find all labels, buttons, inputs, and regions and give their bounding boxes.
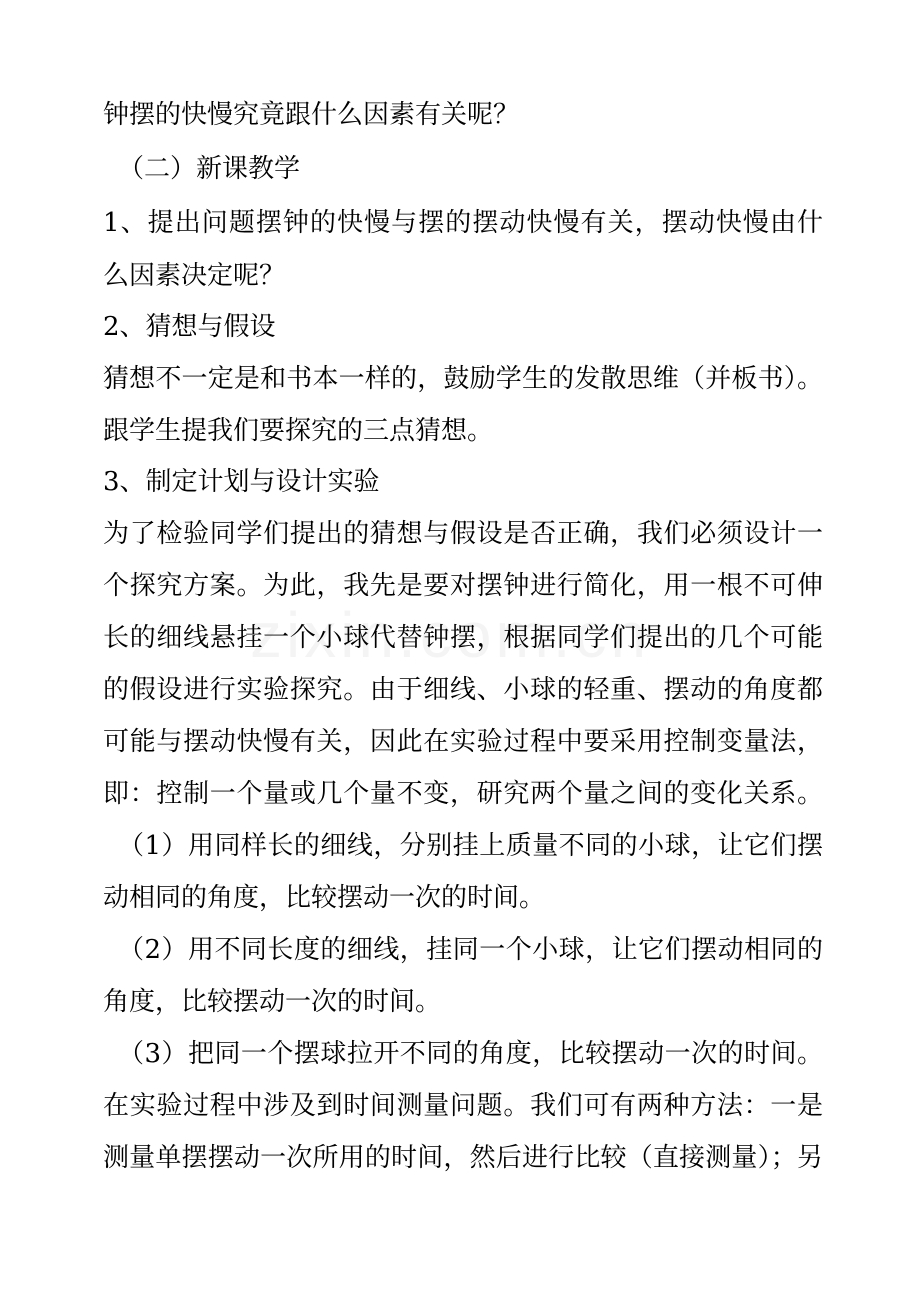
step-heading-plan: 3、制定计划与设计实验 [103, 467, 380, 497]
paragraph-line-11: 长的细线悬挂一个小球代替钟摆，根据同学们提出的几个可能 [103, 623, 823, 653]
paragraph-line-13: 可能与摆动快慢有关，因此在实验过程中要采用控制变量法， [103, 727, 823, 757]
paragraph-line-20: 在实验过程中涉及到时间测量问题。我们可有两种方法：一是 [103, 1091, 823, 1121]
paragraph-line-3: 1、提出问题摆钟的快慢与摆的摆动快慢有关，摆动快慢由什 [103, 208, 823, 238]
list-item-1-line-2: 动相同的角度，比较摆动一次的时间。 [103, 883, 546, 913]
paragraph-line-9: 为了检验同学们提出的猜想与假设是否正确，我们必须设计一 [103, 519, 823, 549]
list-item-2-line-1: （2）用不同长度的细线，挂同一个小球，让它们摆动相同的 [118, 935, 823, 965]
paragraph-line-21: 测量单摆摆动一次所用的时间，然后进行比较（直接测量）；另 [103, 1143, 823, 1173]
section-heading-new-lesson: （二）新课教学 [118, 154, 301, 184]
paragraph-line-7: 跟学生提我们要探究的三点猜想。 [103, 416, 494, 446]
step-heading-hypothesis: 2、猜想与假设 [103, 312, 276, 342]
paragraph-line-10: 个探究方案。为此，我先是要对摆钟进行简化，用一根不可伸 [103, 571, 823, 601]
paragraph-line-12: 的假设进行实验探究。由于细线、小球的轻重、摆动的角度都 [103, 675, 823, 705]
paragraph-line-14: 即：控制一个量或几个量不变，研究两个量之间的变化关系。 [103, 779, 823, 809]
paragraph-line-1: 钟摆的快慢究竟跟什么因素有关呢？ [103, 100, 520, 130]
list-item-1-line-1: （1）用同样长的细线，分别挂上质量不同的小球，让它们摆 [118, 831, 823, 861]
list-item-3: （3）把同一个摆球拉开不同的角度，比较摆动一次的时间。 [118, 1039, 823, 1069]
list-item-2-line-2: 角度，比较摆动一次的时间。 [103, 987, 442, 1017]
paragraph-line-6: 猜想不一定是和书本一样的，鼓励学生的发散思维（并板书）。 [103, 364, 823, 394]
paragraph-line-4: 么因素决定呢？ [103, 261, 286, 291]
